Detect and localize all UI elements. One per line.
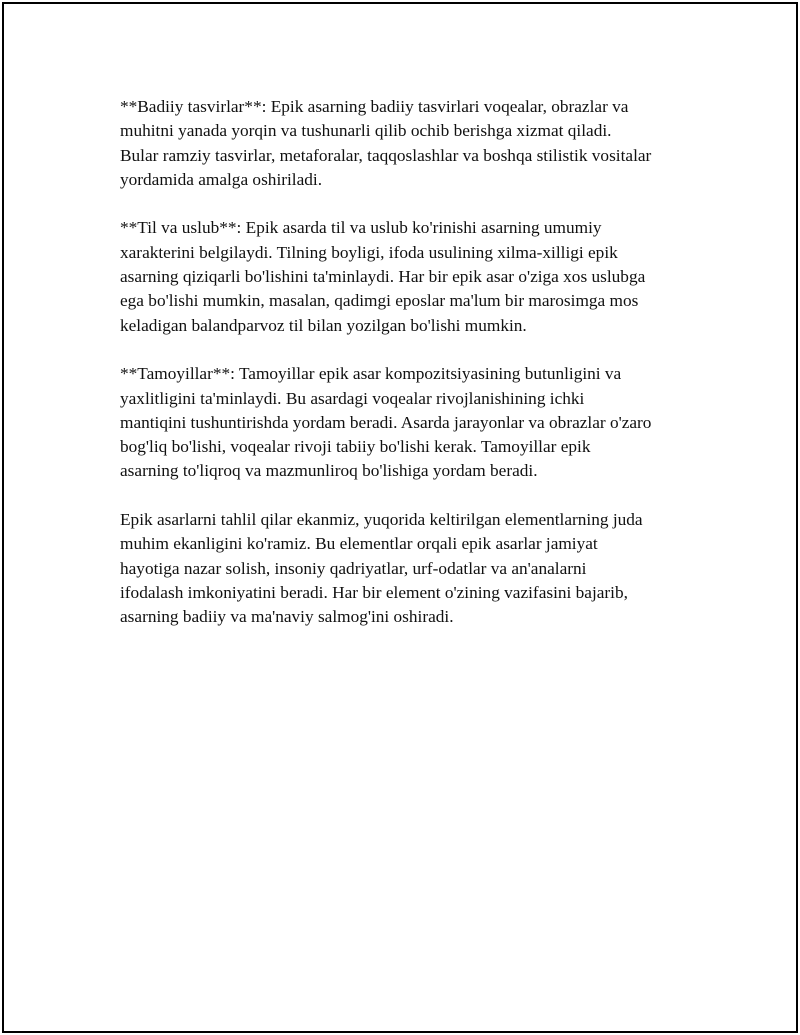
document-page [2, 2, 798, 1033]
text-line: asarning badiiy va ma'naviy salmog'ini oshiradi. [120, 607, 454, 627]
text-line: **Tamoyillar**: Tamoyillar epik asar kompozitsiyasining butunligini va [120, 364, 622, 384]
paragraph-til-va-uslub [120, 216, 710, 337]
text-line: muhitni yanada yorqin va tushunarli qilib ochib berishga xizmat qiladi. [120, 121, 612, 141]
document-body [120, 95, 710, 654]
text-line: Bular ramziy tasvirlar, metaforalar, taqqoslashlar va boshqa stilistik vositalar [120, 145, 652, 165]
text-line: yordamida amalga oshiriladi. [120, 169, 323, 189]
text-line: Epik asarlarni tahlil qilar ekanmiz, yuqorida keltirilgan elementlarning juda [120, 510, 643, 530]
text-line: mantiqini tushuntirishda yordam beradi. Asarda jarayonlar va obrazlar o'zaro [120, 412, 652, 432]
paragraph-tamoyillar [120, 362, 710, 483]
paragraph-badiiy-tasvirlar [120, 95, 710, 192]
text-line: **Badiiy tasvirlar**: Epik asarning badiiy tasvirlari voqealar, obrazlar va [120, 97, 629, 116]
text-line: **Til va uslub**: Epik asarda til va uslub ko'rinishi asarning umumiy [120, 218, 602, 238]
text-line: hayotiga nazar solish, insoniy qadriyatlar, urf-odatlar va an'analarni [120, 558, 587, 578]
text-line: asarning qiziqarli bo'lishini ta'minlaydi. Har bir epik asar o'ziga xos uslubga [120, 267, 646, 287]
text-line: asarning to'liqroq va mazmunliroq bo'lishiga yordam beradi. [120, 461, 538, 481]
text-line: ifodalash imkoniyatini beradi. Har bir element o'zining vazifasini bajarib, [120, 582, 628, 602]
text-line: bog'liq bo'lishi, voqealar rivoji tabiiy bo'lishi kerak. Tamoyillar epik [120, 437, 591, 457]
text-line: ega bo'lishi mumkin, masalan, qadimgi eposlar ma'lum bir marosimga mos [120, 291, 639, 311]
paragraph-conclusion [120, 508, 710, 629]
text-line: keladigan balandparvoz til bilan yozilgan bo'lishi mumkin. [120, 315, 527, 335]
text-line: xarakterini belgilaydi. Tilning boyligi, ifoda usulining xilma-xilligi epik [120, 242, 618, 262]
text-line: yaxlitligini ta'minlaydi. Bu asardagi voqealar rivojlanishining ichki [120, 388, 585, 408]
text-line: muhim ekanligini ko'ramiz. Bu elementlar orqali epik asarlar jamiyat [120, 534, 598, 554]
